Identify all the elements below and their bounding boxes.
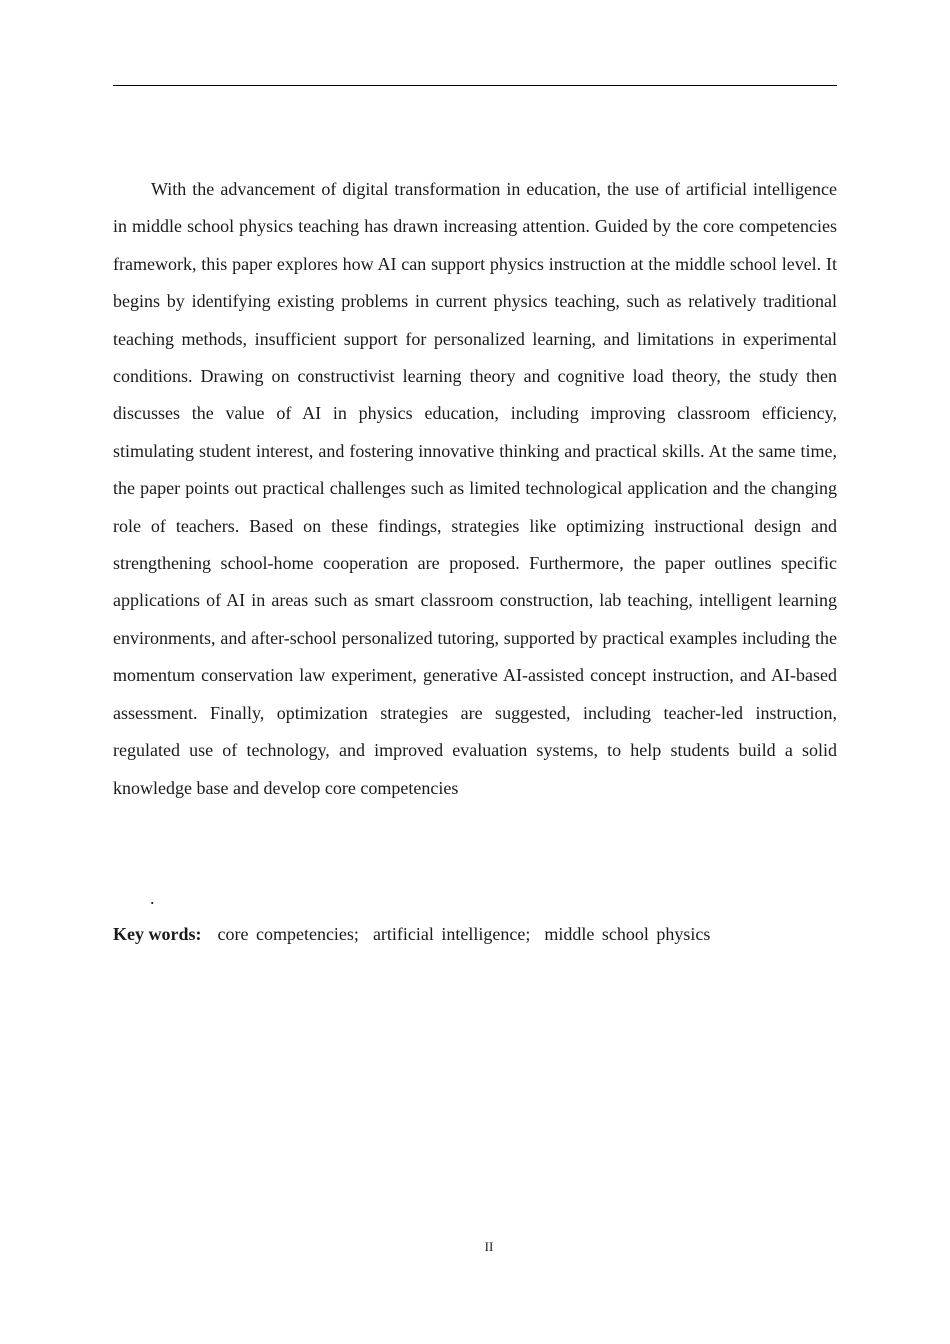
abstract-trailing-period: . [150, 888, 155, 908]
abstract-paragraph: With the advancement of digital transformation in education, the use of artificial intelligence in middle school physics teaching has drawn increasing attention. Guided by the core competencies framework, this paper explores how AI can support physics instruction at the middle school level. It begins by identifying existing problems in current physics teaching, such as relatively traditional teaching methods, insufficient support for personalized learning, and limitations in experimental conditions. Drawing on constructivist learning theory and cognitive load theory, the study then discusses the value of AI in physics education, including improving classroom efficiency, stimulating student interest, and fostering innovative thinking and practical skills. At the same time, the paper points out practical challenges such as limited technological application and the changing role of teachers. Based on these findings, strategies like optimizing instructional design and strengthening school-home cooperation are proposed. Furthermore, the paper outlines specific applications of AI in areas such as smart classroom construction, lab teaching, intelligent learning environments, and after-school personalized tutoring, supported by practical examples including the momentum conservation law experiment, generative AI-assisted concept instruction, and AI-based assessment. Finally, optimization strategies are suggested, including teacher-led instruction, regulated use of technology, and improved evaluation systems, to help students build a solid knowledge base and develop core competencies [113, 179, 837, 798]
keyword-item: core competencies; [217, 924, 359, 944]
keywords-label: Key words: [113, 924, 202, 944]
keyword-item: middle school physics [544, 924, 711, 944]
keywords-line [113, 916, 837, 953]
page-number: II [484, 1239, 494, 1254]
keyword-item: artificial intelligence; [372, 924, 531, 944]
header-rule [113, 85, 837, 86]
